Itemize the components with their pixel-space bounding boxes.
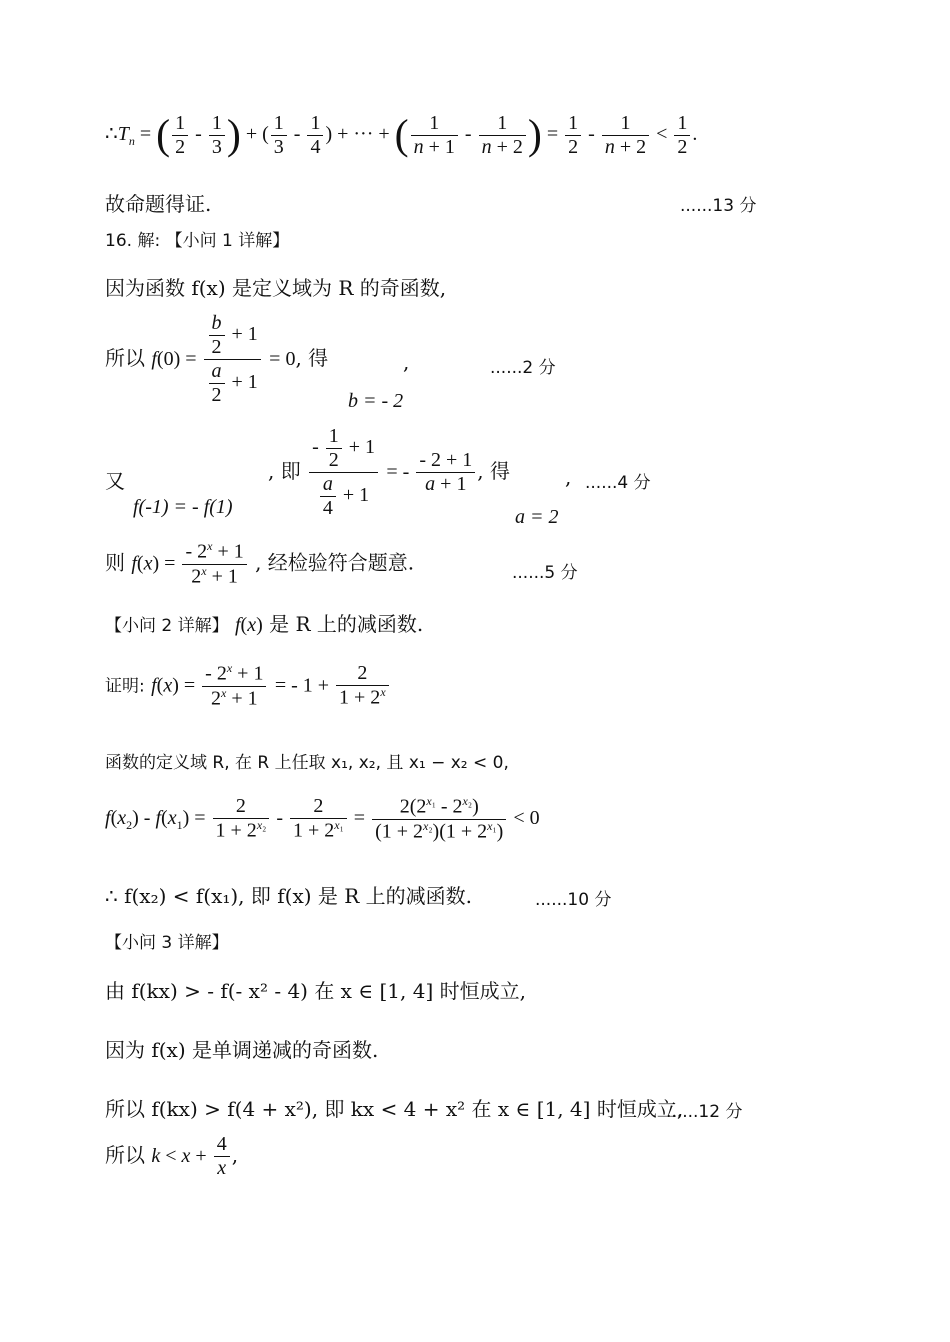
- f-minus1: f(-1) = - f(1): [133, 496, 233, 518]
- q3-header: 【小问 3 详解】: [105, 933, 229, 953]
- difference-line: $f(x_2) - f(x_1)$ = $\frac{2}{1 + 2^{x_2}}$ - $\frac{2}{1 + 2^{x_1}}$ = $\frac{2(2^{x_1} - 2^{x_2})}{(1 + 2^{x_2})(1 + 2^{x_1})}$ < 0: [105, 794, 540, 843]
- because-line: 因为 f(x) 是单调递减的奇函数.: [105, 1038, 379, 1062]
- proof-line: 证明: f(x) = $\frac{- 2^x + 1}{2^x + 1}$ = - 1 + $\frac{2}{1 + 2^x}$: [105, 662, 391, 710]
- marks-4: ......4 分: [585, 473, 651, 493]
- from-line: 由 f(kx) > - f(- x² - 4) 在 x ∈ [1, 4] 时恒成立,: [105, 979, 526, 1003]
- comma-2: ,: [565, 465, 572, 489]
- q2-header: 【小问 2 详解】 f(x) 是 R 上的减函数.: [105, 612, 424, 636]
- fx-definition: 则 f(x) = $\frac{- 2^x + 1}{2^x + 1}$ , 经检验符合题意.: [105, 539, 415, 588]
- domain-line: 函数的定义域 R, 在 R 上任取 x₁, x₂, 且 x₁ − x₂ < 0,: [105, 753, 509, 773]
- marks-10: ......10 分: [535, 890, 612, 910]
- also-label: 又: [105, 469, 125, 493]
- a-value: a = 2: [515, 506, 559, 528]
- so-line: 所以 f(kx) > f(4 + x²), 即 kx < 4 + x² 在 x ∈ [1, 4] 时恒成立,: [105, 1097, 684, 1121]
- tn-sum-line: $\therefore T_n$ = ( $\frac{1}{2}$ - $\frac{1}{3}$ ) + ( $\frac{1}{3}$ - $\frac{1}{4}$ ) + ··· + ( $\frac{1}{n + 1}$ - $\frac{1}{n + 2}$ ) = $\frac{1}{2}$ - $\frac{1}{n + 2}$ < $\frac{1}{2}$ .: [105, 112, 698, 159]
- therefore-line: ∴ f(x₂) < f(x₁), 即 f(x) 是 R 上的减函数.: [105, 884, 473, 908]
- comma-1: ,: [403, 350, 410, 374]
- marks-12: ......12 分: [666, 1102, 743, 1122]
- proven-text: 故命题得证.: [105, 192, 212, 216]
- q16-header: 16. 解: 【小问 1 详解】: [105, 231, 290, 251]
- so-k-line: 所以 k < x + $\frac{4}{x}$ ,: [105, 1133, 239, 1179]
- q16-intro: 因为函数 f(x) 是定义域为 R 的奇函数,: [105, 276, 447, 300]
- marks-2: ......2 分: [490, 358, 556, 378]
- f0-line: 所以 f(0) = $\frac{b}{2}$ + 1 $\frac{a}{2}$ + 1 = 0, 得: [105, 312, 329, 406]
- marks-13: ......13 分: [680, 196, 757, 216]
- b-value: b = - 2: [348, 390, 404, 412]
- f-minus1-expr: , 即 - $\frac{1}{2}$ + 1 $\frac{a}{4}$ + 1 = - $\frac{- 2 + 1}{a + 1}$ , 得: [268, 425, 511, 519]
- marks-5: ......5 分: [512, 563, 578, 583]
